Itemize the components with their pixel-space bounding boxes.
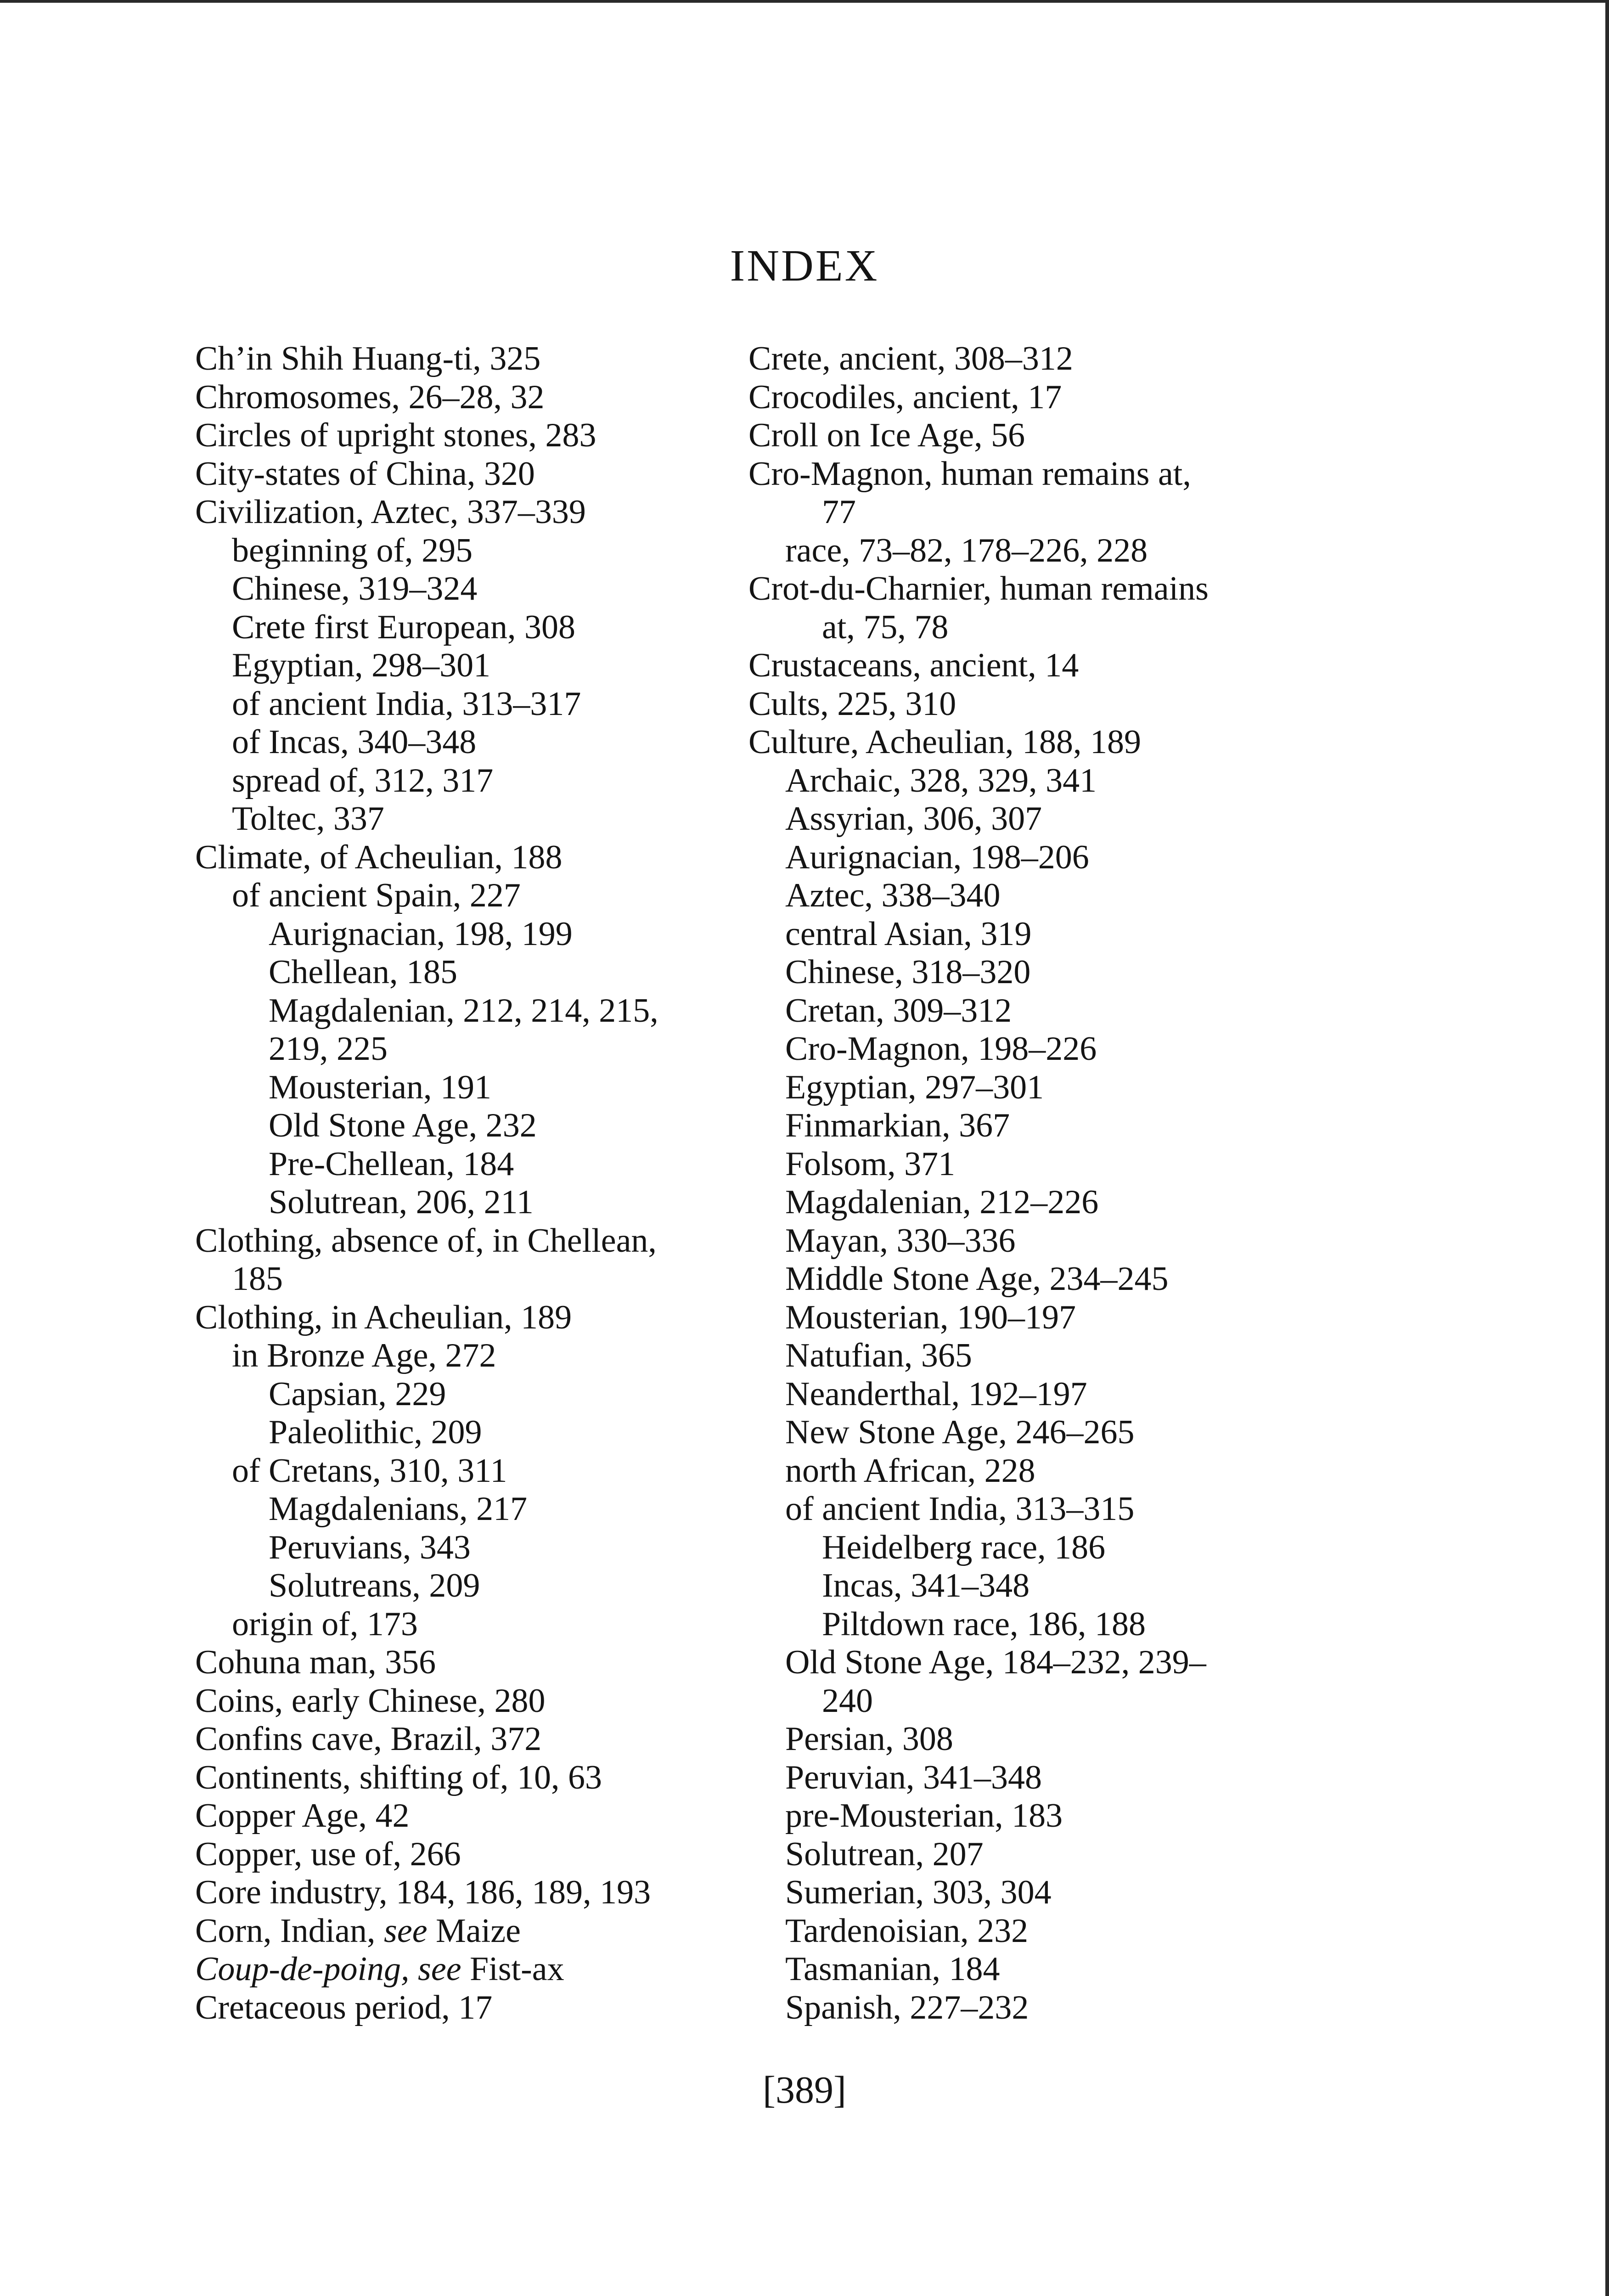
index-entry: Civilization, Aztec, 337–339: [195, 493, 586, 531]
index-entry: Ch’in Shih Huang-ti, 325: [195, 340, 541, 377]
index-entry: Cretaceous period, 17: [195, 1988, 493, 2026]
index-entry: 219, 225: [269, 1030, 388, 1068]
index-entry: pre-Mousterian, 183: [785, 1797, 1063, 1835]
index-entry: Capsian, 229: [269, 1375, 446, 1413]
index-entry: origin of, 173: [232, 1605, 418, 1643]
index-entry: Copper, use of, 266: [195, 1835, 461, 1873]
index-entry: Egyptian, 297–301: [785, 1068, 1044, 1106]
index-entry: Cro-Magnon, human remains at,: [748, 455, 1191, 493]
index-entry: beginning of, 295: [232, 531, 473, 569]
index-entry: of Incas, 340–348: [232, 723, 477, 761]
index-entry: Core industry, 184, 186, 189, 193: [195, 1874, 651, 1911]
index-entry: north African, 228: [785, 1452, 1035, 1490]
index-entry: Climate, of Acheulian, 188: [195, 838, 563, 876]
index-entry: City-states of China, 320: [195, 455, 535, 493]
index-entry: Old Stone Age, 184–232, 239–: [785, 1643, 1206, 1681]
index-entry: Heidelberg race, 186: [822, 1528, 1106, 1566]
page-title: INDEX: [730, 241, 879, 291]
index-entry: Paleolithic, 209: [269, 1413, 482, 1451]
page-number: [389]: [763, 2069, 846, 2111]
index-entry: 240: [822, 1682, 873, 1720]
index-entry: Copper Age, 42: [195, 1797, 410, 1835]
index-entry: Coins, early Chinese, 280: [195, 1682, 546, 1720]
index-entry: Mayan, 330–336: [785, 1221, 1016, 1260]
index-entry: Mousterian, 191: [269, 1068, 492, 1106]
index-entry: Cro-Magnon, 198–226: [785, 1030, 1097, 1068]
index-entry: 77: [822, 493, 856, 531]
index-entry: Solutreans, 209: [269, 1567, 480, 1604]
index-entry: Magdalenians, 217: [269, 1490, 528, 1528]
index-entry: Aurignacian, 198, 199: [269, 915, 573, 953]
index-column-left: [195, 340, 792, 2027]
index-entry: Persian, 308: [785, 1720, 953, 1758]
index-entry: Culture, Acheulian, 188, 189: [748, 723, 1141, 761]
index-entry: Crocodiles, ancient, 17: [748, 378, 1062, 416]
top-edge-rule: [0, 0, 1609, 3]
index-entry: Crete, ancient, 308–312: [748, 340, 1073, 377]
index-entry: Middle Stone Age, 234–245: [785, 1260, 1169, 1298]
index-entry: Natufian, 365: [785, 1337, 972, 1374]
index-entry: Pre-Chellean, 184: [269, 1145, 514, 1183]
index-entry: Crot-du-Charnier, human remains: [748, 570, 1209, 608]
index-entry: Peruvians, 343: [269, 1528, 471, 1566]
index-entry: Aurignacian, 198–206: [785, 838, 1089, 876]
index-entry: Chinese, 319–324: [232, 570, 478, 608]
index-entry: Cretan, 309–312: [785, 991, 1012, 1030]
index-entry: Solutrean, 207: [785, 1835, 984, 1873]
index-entry: of ancient India, 313–315: [785, 1490, 1135, 1528]
index-entry: spread of, 312, 317: [232, 761, 494, 799]
index-entry: New Stone Age, 246–265: [785, 1413, 1135, 1451]
index-entry: Magdalenian, 212–226: [785, 1183, 1099, 1221]
index-entry: Magdalenian, 212, 214, 215,: [269, 991, 658, 1030]
right-edge-rule: [1605, 0, 1609, 2296]
index-entry: 185: [232, 1260, 283, 1298]
index-entry: Assyrian, 306, 307: [785, 800, 1042, 838]
index-entry: in Bronze Age, 272: [232, 1337, 496, 1374]
index-entry: Old Stone Age, 232: [269, 1107, 537, 1144]
index-entry: Chromosomes, 26–28, 32: [195, 378, 545, 416]
index-entry: Toltec, 337: [232, 800, 384, 838]
index-entry: Corn, Indian, see Maize: [195, 1912, 521, 1950]
index-entry: Mousterian, 190–197: [785, 1298, 1076, 1336]
index-entry: Finmarkian, 367: [785, 1107, 1010, 1144]
index-entry: Peruvian, 341–348: [785, 1758, 1042, 1796]
index-entry: Crustaceans, ancient, 14: [748, 647, 1079, 684]
index-entry: Coup-de-poing, see Fist-ax: [195, 1950, 564, 1988]
index-entry: Confins cave, Brazil, 372: [195, 1720, 542, 1758]
index-entry: at, 75, 78: [822, 608, 949, 646]
index-entry: Chinese, 318–320: [785, 953, 1031, 991]
index-entry: Croll on Ice Age, 56: [748, 416, 1025, 454]
index-entry: Piltdown race, 186, 188: [822, 1605, 1146, 1643]
index-entry: Egyptian, 298–301: [232, 647, 491, 684]
index-entry: Tasmanian, 184: [785, 1950, 1000, 1988]
index-entry: of ancient India, 313–317: [232, 685, 581, 723]
index-entry: Chellean, 185: [269, 953, 458, 991]
index-entry: Continents, shifting of, 10, 63: [195, 1758, 602, 1796]
index-entry: Crete first European, 308: [232, 608, 575, 646]
index-entry: Cults, 225, 310: [748, 685, 956, 723]
index-entry: race, 73–82, 178–226, 228: [785, 531, 1148, 569]
index-entry: Tardenoisian, 232: [785, 1912, 1029, 1950]
index-entry: Neanderthal, 192–197: [785, 1375, 1087, 1413]
index-entry: Spanish, 227–232: [785, 1988, 1029, 2026]
index-column-right: [748, 340, 1345, 2027]
index-entry: Cohuna man, 356: [195, 1643, 436, 1681]
index-entry: Circles of upright stones, 283: [195, 416, 596, 454]
index-entry: Archaic, 328, 329, 341: [785, 761, 1097, 799]
index-entry: Sumerian, 303, 304: [785, 1874, 1052, 1911]
index-entry: Solutrean, 206, 211: [269, 1183, 534, 1221]
index-entry: Clothing, in Acheulian, 189: [195, 1298, 572, 1336]
index-entry: Clothing, absence of, in Chellean,: [195, 1221, 657, 1260]
index-entry: of Cretans, 310, 311: [232, 1452, 507, 1490]
index-entry: of ancient Spain, 227: [232, 877, 521, 914]
index-entry: Aztec, 338–340: [785, 877, 1001, 914]
index-entry: central Asian, 319: [785, 915, 1032, 953]
index-entry: Incas, 341–348: [822, 1567, 1030, 1604]
index-entry: Folsom, 371: [785, 1145, 956, 1183]
